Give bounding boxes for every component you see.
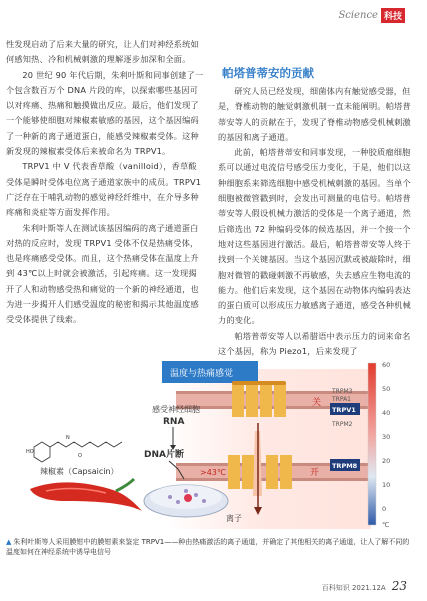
magazine-header xyxy=(338,8,405,23)
caption-text: 朱利叶斯等人采用膜钳中的膜钳素来鉴定 TRPV1——种由热痛激活的离子通道，并确定了其他相关的离子通道，让人了解不同的温度如何在神经系统中诱导电信号 xyxy=(6,538,410,556)
figure-temperature-pain xyxy=(26,361,408,536)
receptor-label-highlight: TRPV1 xyxy=(332,406,356,414)
neuron-label: 感受神经细胞 xyxy=(152,405,200,414)
petri-dish-icon xyxy=(144,485,228,517)
svg-text:HO: HO xyxy=(26,449,34,455)
paragraph: 此前，帕塔普蒂安和同事发现，一种胶质瘤细胞系可以通过电流信号感受压力变化，于是，他们以这种细胞系来筛选细胞中感受机械刺激的基因。当单个细胞被微管戳到时，会发出可测量的电信号。帕塔普蒂安等人假设机械力激活的受体是一个离子通道，然后筛选出 72 种编码受体的候选基因，并一个接一个地对这些基因进行激活。最后，帕塔普蒂安等人终于找到一个关键基因。当这个基因沉默或被敲除时，细胞对微管的戳碰刺激不再敏感，失去感应生物电流的能力。他们后来发现，这个基因在动物体内编码表达的蛋白质可以形成压力敏感离子通道，感受各种机械力的变化。 xyxy=(218,147,411,326)
paragraph: 研究人员已经发现，细菌体内有触觉感受器，但是，脊椎动物的触觉刺激机制一直未能阐明。帕塔普蒂安等人的贡献在于，发现了脊椎动物感受机械刺激的基因和离子通道。 xyxy=(218,86,411,142)
scale-tick: 40 xyxy=(382,409,391,417)
scale-tick: 60 xyxy=(382,361,391,369)
paragraph: 帕塔普蒂安等人以希腊语中表示压力的词来命名这个基因，称为 Piezo1，后来发现了 xyxy=(218,330,411,357)
closed-label: 关 xyxy=(312,398,322,408)
temperature-label: >43℃ xyxy=(200,468,226,477)
scale-tick: 10 xyxy=(382,481,391,489)
paragraph: 20 世纪 90 年代后期，朱利叶斯和同事创建了一个包含数百万个 DNA 片段的库，以探索哪些基因可以对疼痛、热痛和触摸做出反应。最后，他们发现了一个能够使细胞对辣椒素敏感的基因，这个基因编码了一种新的离子通道蛋白，能感受辣椒素受体。这种新发现的辣椒素受体后来被命名为 TRPV1。 xyxy=(6,69,204,157)
section-title: 帕塔普蒂安的贡献 xyxy=(222,66,314,80)
receptor-label: TRPA1 xyxy=(332,396,351,403)
figure-banner xyxy=(162,361,258,383)
page-number: 23 xyxy=(391,579,407,593)
open-label: 开 xyxy=(310,468,320,478)
paragraph: 性发现启动了后来大量的研究，让人们对神经系统如何感知热、冷和机械刺激的理解逐步加深和全面。 xyxy=(6,39,199,65)
rna-label: RNA xyxy=(163,417,185,427)
header-brand-cn: 科技 xyxy=(381,8,405,23)
caption-triangle-icon: ▲ xyxy=(6,538,12,546)
right-column xyxy=(218,84,416,359)
scale-tick: 20 xyxy=(382,457,391,465)
scale-tick: 30 xyxy=(382,433,391,441)
scale-tick: 50 xyxy=(382,385,391,393)
svg-text:温度与热痛感觉: 温度与热痛感觉 xyxy=(170,369,234,379)
figure-caption xyxy=(6,537,416,557)
dna-label: DNA片断 xyxy=(144,450,184,460)
magazine-issue: 百科知识 2021.12A xyxy=(321,584,386,592)
svg-text:N: N xyxy=(66,435,70,441)
receptor-label-highlight: TRPM8 xyxy=(332,462,358,470)
header-brand-en: Science xyxy=(338,10,378,21)
receptor-label: TRPM2 xyxy=(332,421,353,428)
capsaicin-label: 辣椒素（Capsaicin） xyxy=(40,467,119,476)
scale-tick: 0 xyxy=(382,505,387,513)
page-footer xyxy=(322,579,407,593)
scale-unit: ℃ xyxy=(382,521,390,529)
paragraph: 朱利叶斯等人在测试该基因编码的离子通道蛋白对热的反应时，发现 TRPV1 受体不仅是热痛受体，也是疼痛感受受体。而且，这个热痛受体在温度上升到 43℃以上时就会被激活，引起疼痛。这一发现揭开了人和动物感受热和痛觉的一个新的神经通道，也为进一步揭开人们感受温度的秘密和揭示其他温度感受受体提供了线索。 xyxy=(6,222,199,325)
paragraph: TRPV1 中 V 代表香草酸（vanilloid），香草酸受体是瞬时受体电位离子通道家族中的成员。TRPV1 广泛存在于哺乳动物的感觉神经纤维中，在介导多种疼痛和炎症等方面发挥作用。 xyxy=(6,161,202,218)
ion-label: 离子 xyxy=(226,514,242,523)
receptor-label: TRPM3 xyxy=(332,388,353,395)
left-column xyxy=(6,37,204,328)
svg-text:O: O xyxy=(78,453,82,459)
thermometer-icon xyxy=(368,363,376,525)
